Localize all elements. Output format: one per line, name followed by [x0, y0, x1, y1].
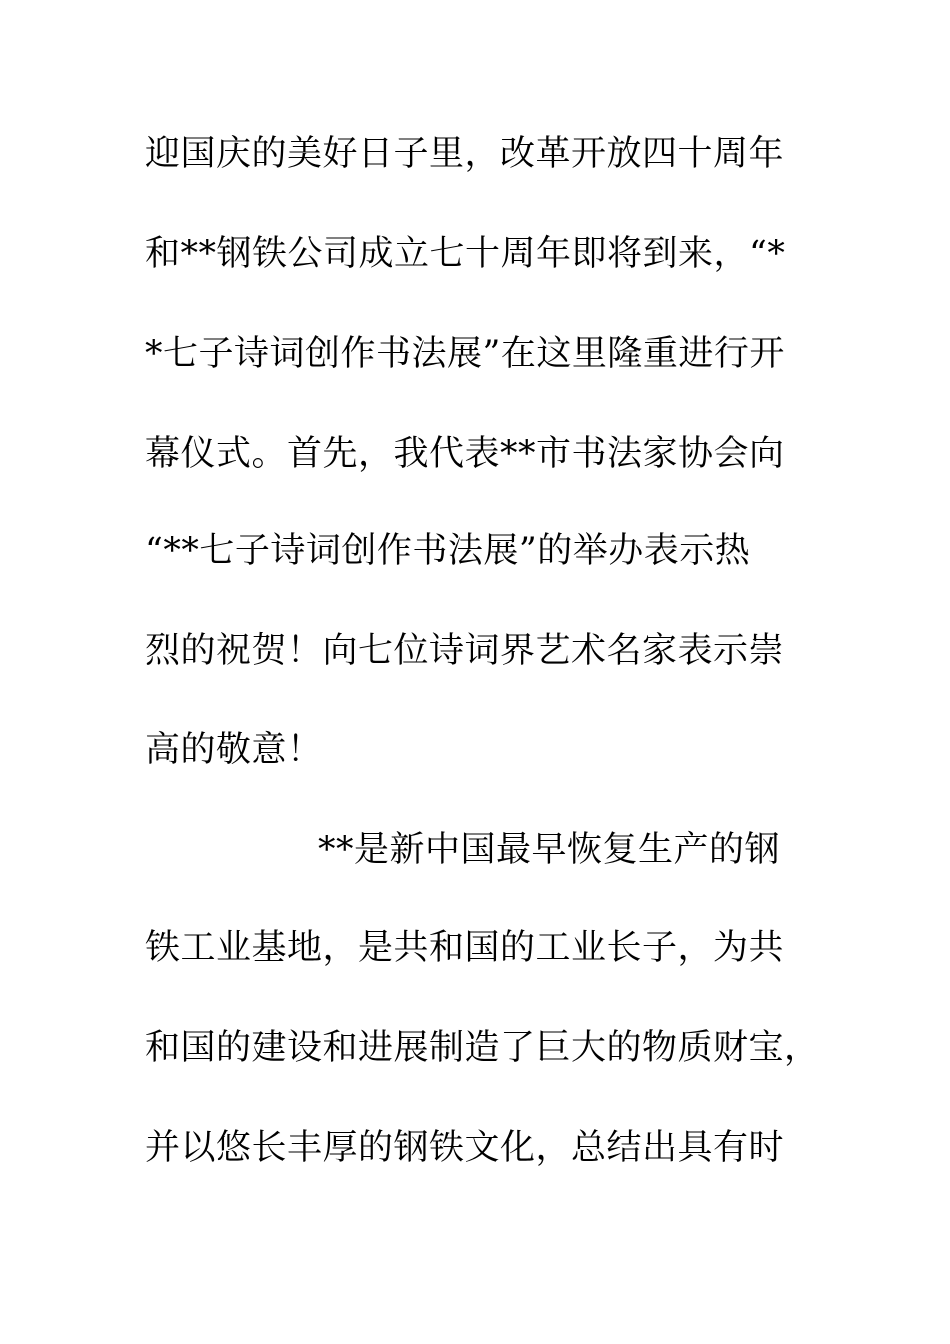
paragraph-1-line-4: 幕仪式。首先，我代表**市书法家协会向: [145, 434, 785, 474]
paragraph-1-line-6: 烈的祝贺！向七位诗词界艺术名家表示崇: [145, 631, 785, 671]
paragraph-2-line-3: 和国的建设和进展制造了巨大的物质财宝，: [145, 1028, 820, 1068]
paragraph-1-line-3: *七子诗词创作书法展”在这里隆重进行开: [145, 334, 785, 374]
paragraph-2-line-4: 并以悠长丰厚的钢铁文化，总结出具有时: [145, 1128, 785, 1168]
paragraph-1-line-5: “**七子诗词创作书法展”的举办表示热: [145, 531, 751, 571]
paragraph-1-line-1: 迎国庆的美好日子里，改革开放四十周年: [145, 134, 785, 174]
paragraph-2-line-1: **是新中国最早恢复生产的钢: [318, 830, 781, 870]
paragraph-1-line-2: 和**钢铁公司成立七十周年即将到来，“*: [145, 234, 786, 274]
paragraph-2-line-2: 铁工业基地，是共和国的工业长子，为共: [145, 928, 785, 968]
paragraph-1-line-7: 高的敬意！: [145, 730, 323, 770]
